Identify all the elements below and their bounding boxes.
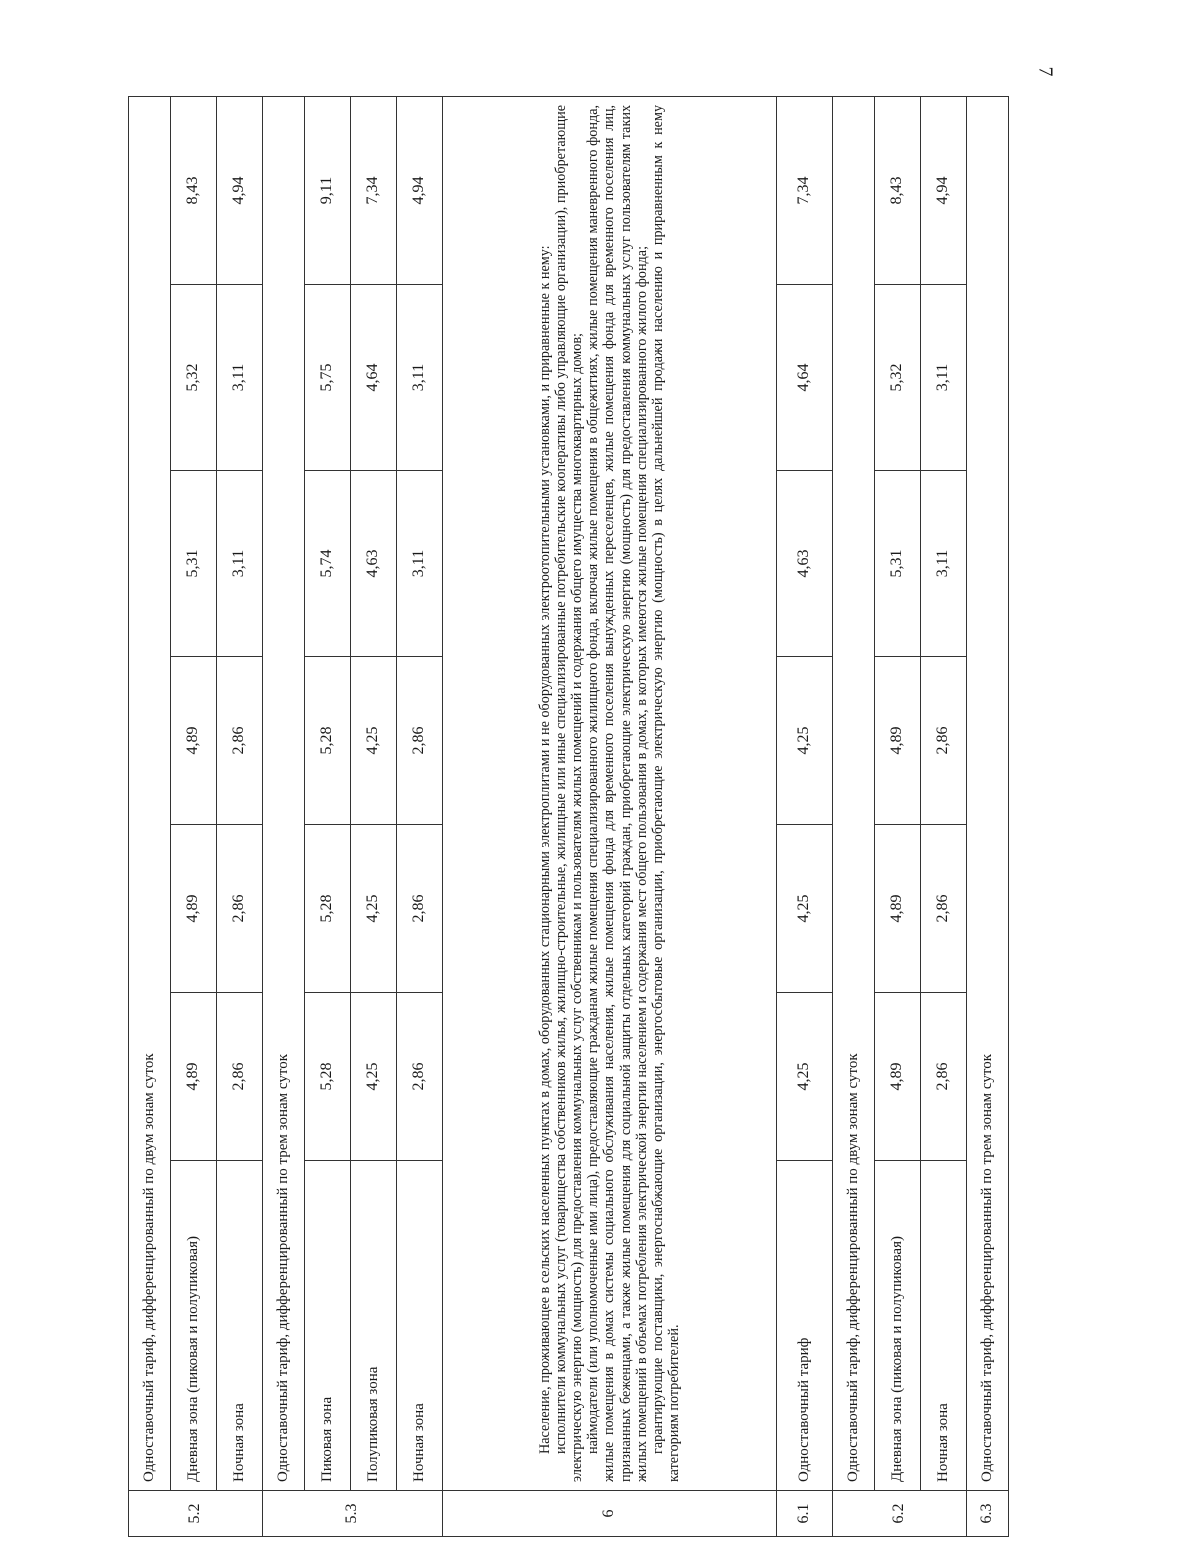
value-cell: 4,89: [171, 825, 217, 993]
table-row: [129, 96, 171, 1536]
value-cell: 4,25: [777, 657, 833, 825]
table-row: [351, 96, 397, 1536]
value-cell: 3,11: [217, 285, 263, 471]
value-cell: 4,25: [351, 657, 397, 825]
value-cell: 4,25: [777, 825, 833, 993]
value-cell: 5,32: [875, 285, 921, 471]
description-paragraph: гарантирующие поставщики, энергоснабжающие организации, энергосбытовые организации, приобретающие электрическую энергию (мощность) в целях дальнейшей продажи населению и приравненным к нему категориям потребителей.: [649, 104, 683, 1482]
value-cell: 8,43: [875, 96, 921, 284]
zone-label: Полупиковая зона: [351, 1161, 397, 1491]
table-row: [443, 96, 777, 1536]
value-cell: 4,25: [351, 993, 397, 1161]
value-cell: 2,86: [921, 657, 967, 825]
table-row: [217, 96, 263, 1536]
description-paragraph: исполнители коммунальных услуг (товарищества собственников жилья, жилищно-строительные, жилищные или иные специализированные потребительские кооперативы либо управляющие организации), приобретающие электрическую энергию (мощность) для предоставления коммунальных услуг собственникам и пользователям жилых помещений и содержания общего имущества многоквартирных домов;: [552, 104, 586, 1482]
value-cell: 3,11: [397, 471, 443, 657]
row-number: 6: [443, 1491, 777, 1537]
value-cell: 2,86: [397, 657, 443, 825]
value-cell: 3,11: [921, 285, 967, 471]
value-cell: 5,28: [305, 825, 351, 993]
value-cell: 5,74: [305, 471, 351, 657]
tariff-table: [128, 96, 1009, 1537]
value-cell: 7,34: [777, 96, 833, 284]
value-cell: 4,25: [777, 993, 833, 1161]
value-cell: 5,32: [171, 285, 217, 471]
zone-label: Дневная зона (пиковая и полупиковая): [171, 1161, 217, 1491]
section-title: Одноставочный тариф, дифференцированный по трем зонам суток: [263, 96, 305, 1490]
value-cell: 4,64: [777, 285, 833, 471]
zone-label: Пиковая зона: [305, 1161, 351, 1491]
value-cell: 2,86: [397, 993, 443, 1161]
value-cell: 5,31: [875, 471, 921, 657]
value-cell: 7,34: [351, 96, 397, 284]
row-number: 5.3: [263, 1491, 443, 1537]
row-number: 5.2: [129, 1491, 263, 1537]
zone-label: Ночная зона: [217, 1161, 263, 1491]
value-cell: 4,89: [171, 993, 217, 1161]
value-cell: 9,11: [305, 96, 351, 284]
value-cell: 5,28: [305, 993, 351, 1161]
table-row: [777, 96, 833, 1536]
value-cell: 2,86: [217, 993, 263, 1161]
zone-label: Одноставочный тариф: [777, 1161, 833, 1491]
page-number: 7: [1034, 66, 1057, 77]
value-cell: 5,28: [305, 657, 351, 825]
value-cell: 4,94: [217, 96, 263, 284]
value-cell: 4,94: [921, 96, 967, 284]
section-title: Одноставочный тариф, дифференцированный по трем зонам суток: [967, 96, 1009, 1490]
value-cell: 8,43: [171, 96, 217, 284]
table-row: [171, 96, 217, 1536]
row-number: 6.1: [777, 1491, 833, 1537]
value-cell: 5,31: [171, 471, 217, 657]
description-paragraph: наймодатели (или уполномоченные ими лица), предоставляющие гражданам жилые помещения специализированного жилищного фонда, включая жилые помещения в общежитиях, жилые помещения маневренного фонда, жилые помещения в домах системы социального обслуживания населения, жилые помещения фонда для временного поселения вынужденных переселенцев, жилые помещения фонда для временного поселения лиц, признанных беженцами, а также жилые помещения для социальной защиты отдельных категорий граждан, приобретающие электрическую энергию (мощность) для предоставления коммунальных услуг пользователям таких жилых помещений в объемах потребления электрической энергии населением и содержания мест общего пользования в домах, в которых имеются жилые помещения специализированного жилого фонда;: [585, 104, 650, 1482]
value-cell: 2,86: [921, 993, 967, 1161]
table-row: [967, 96, 1009, 1536]
zone-label: Ночная зона: [921, 1161, 967, 1491]
value-cell: 4,89: [875, 657, 921, 825]
table-row: [397, 96, 443, 1536]
section-title: Одноставочный тариф, дифференцированный по двум зонам суток: [129, 96, 171, 1490]
description-paragraph: Население, проживающее в сельских населенных пунктах в домах, оборудованных стационарными электроплитами и не оборудованных электроотопительными установками, и приравненные к нему:: [536, 245, 553, 1454]
table-row: [875, 96, 921, 1536]
value-cell: 3,11: [921, 471, 967, 657]
rotated-table-wrapper: [128, 97, 998, 1537]
value-cell: 2,86: [217, 825, 263, 993]
zone-label: Дневная зона (пиковая и полупиковая): [875, 1161, 921, 1491]
value-cell: 2,86: [217, 657, 263, 825]
table-row: [305, 96, 351, 1536]
value-cell: 2,86: [397, 825, 443, 993]
value-cell: 4,89: [875, 825, 921, 993]
value-cell: 4,89: [875, 993, 921, 1161]
row-number: 6.3: [967, 1491, 1009, 1537]
value-cell: 3,11: [397, 285, 443, 471]
value-cell: 2,86: [921, 825, 967, 993]
category-description: [443, 96, 777, 1490]
value-cell: 4,63: [777, 471, 833, 657]
value-cell: 5,75: [305, 285, 351, 471]
value-cell: 3,11: [217, 471, 263, 657]
section-title: Одноставочный тариф, дифференцированный по двум зонам суток: [833, 96, 875, 1490]
row-number: 6.2: [833, 1491, 967, 1537]
value-cell: 4,25: [351, 825, 397, 993]
zone-label: Ночная зона: [397, 1161, 443, 1491]
value-cell: 4,63: [351, 471, 397, 657]
table-row: [263, 96, 305, 1536]
value-cell: 4,94: [397, 96, 443, 284]
value-cell: 4,89: [171, 657, 217, 825]
table-row: [833, 96, 875, 1536]
table-row: [921, 96, 967, 1536]
value-cell: 4,64: [351, 285, 397, 471]
